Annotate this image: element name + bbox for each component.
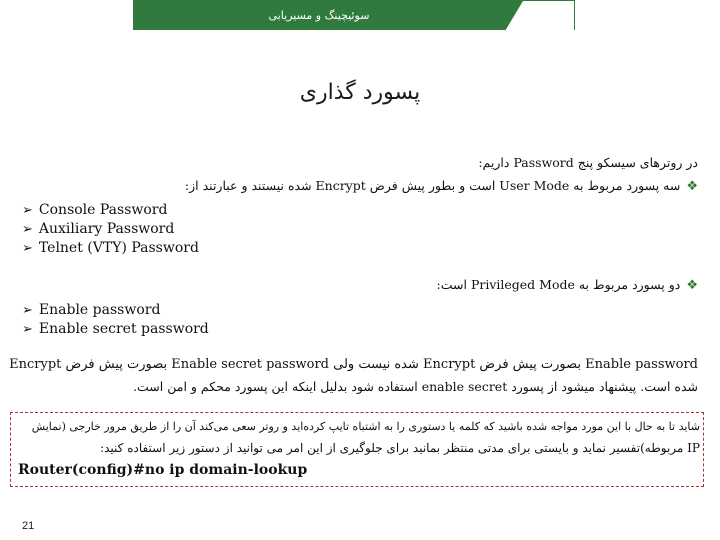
note-line-1: شاید تا به حال با این مورد مواجه شده باشید که کلمه یا دستوری را به اشتباه تایپ کرده‌اید و روتر سعی می‌کند آن را از طریق مرور خارجی (نمایش xyxy=(31,420,700,433)
bullet-privileged-mode xyxy=(437,277,698,293)
header-text: سوئیچینگ و مسیریابی xyxy=(268,8,370,22)
arrow-bullet-icon: ➢ xyxy=(22,222,33,237)
page-title: پسورد گذاری xyxy=(299,80,421,105)
list-item: ➢ Enable password xyxy=(22,302,161,318)
arrow-bullet-icon: ➢ xyxy=(22,303,33,318)
note-line-2: IP مربوطه)تفسیر نماید و بایستی برای مدتی منتظر بمانید برای جلوگیری از این امر می توانید از دستور زیر استفاده کنید: xyxy=(100,441,700,455)
arrow-bullet-icon: ➢ xyxy=(22,322,33,337)
bullet-privileged-mode-text: دو پسورد مربوط به Privileged Mode است: xyxy=(436,277,681,292)
page-number: 21 xyxy=(22,520,35,532)
paragraph-line-2: شده است. پیشنهاد میشود از پسورد enable secret استفاده شود بدلیل اینکه این پسورد محکم و امن است. xyxy=(133,379,698,394)
header-tab-decoration xyxy=(505,0,575,30)
bullet-user-mode xyxy=(185,178,698,194)
header-bar xyxy=(133,0,505,30)
bullet-user-mode-text: سه پسورد مربوط به User Mode است و بطور پیش فرض Encrypt شده نیستند و عبارتند از: xyxy=(184,178,681,193)
list-item: ➢ Telnet (VTY) Password xyxy=(22,240,199,256)
intro-text: در روترهای سیسکو پنج Password داریم: xyxy=(478,155,698,170)
diamond-bullet-icon: ❖ xyxy=(686,278,698,293)
paragraph-line-1: Enable password بصورت پیش فرض Encrypt شده نیست ولی Enable secret password بصورت پیش فرض Encrypt xyxy=(9,357,698,372)
list-item: ➢ Enable secret password xyxy=(22,321,209,337)
command-text: Router(config)#no ip domain-lookup xyxy=(18,462,308,478)
list-item: ➢ Console Password xyxy=(22,202,168,218)
diamond-bullet-icon: ❖ xyxy=(686,179,698,194)
arrow-bullet-icon: ➢ xyxy=(22,241,33,256)
list-item: ➢ Auxiliary Password xyxy=(22,221,175,237)
arrow-bullet-icon: ➢ xyxy=(22,203,33,218)
